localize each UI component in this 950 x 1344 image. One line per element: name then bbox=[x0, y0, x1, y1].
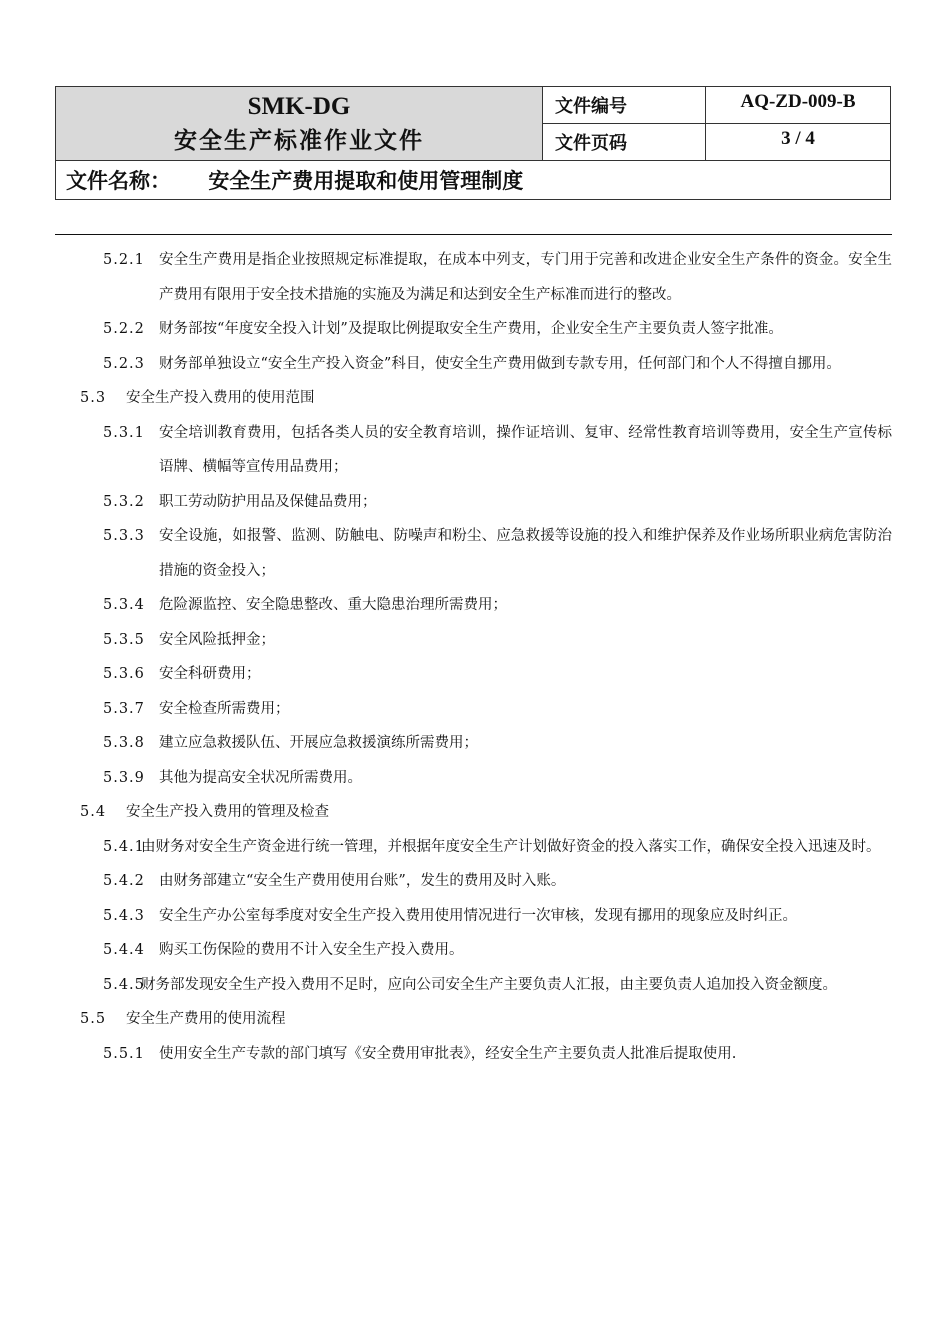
clause-number: 5.3.6 bbox=[103, 666, 145, 682]
doc-name-label: 文件名称： bbox=[66, 168, 171, 193]
clause bbox=[0, 416, 950, 485]
clause-text: 由财务对安全生产资金进行统一管理，并根据年度安全生产计划做好资金的投入落实工作，确保安全投入迅速及时。 bbox=[141, 838, 881, 855]
clause-text: 其他为提高安全状况所需费用。 bbox=[159, 769, 362, 786]
clause bbox=[0, 519, 950, 588]
clause-number: 5.3.1 bbox=[103, 424, 145, 441]
clause-number: 5.4.3 bbox=[103, 907, 145, 924]
clause-text: 安全生产办公室每季度对安全生产投入费用使用情况进行一次审核，发现有挪用的现象应及时纠正。 bbox=[159, 907, 797, 924]
clause-text: 安全设施，如报警、监测、防触电、防噪声和粉尘、应急救援等设施的投入和维护保养及作业场所职业病危害防治措施的资金投入； bbox=[159, 528, 892, 579]
clause-number: 5.3.5 bbox=[103, 631, 145, 648]
section-heading bbox=[0, 795, 950, 830]
clause bbox=[0, 726, 950, 761]
clause-number: 5.2.3 bbox=[103, 355, 145, 372]
section-heading bbox=[0, 381, 950, 416]
clause bbox=[0, 657, 950, 692]
clause-number: 5.4.4 bbox=[103, 942, 145, 958]
clause-number: 5.4.2 bbox=[103, 873, 145, 889]
doc-name-cell bbox=[56, 161, 891, 200]
clause-text: 职工劳动防护用品及保健品费用； bbox=[159, 493, 377, 510]
clause bbox=[0, 899, 950, 934]
clause-number: 5.2.2 bbox=[103, 321, 145, 337]
clause-text: 财务部单独设立“安全生产投入资金”科目，使安全生产费用做到专款专用，任何部门和个人不得擅自挪用。 bbox=[159, 355, 841, 372]
clause-text: 安全培训教育费用，包括各类人员的安全教育培训，操作证培训、复审、经常性教育培训等费用，安全生产宣传标语牌、横幅等宣传用品费用； bbox=[159, 424, 892, 475]
clause-number: 5.2.1 bbox=[103, 252, 145, 268]
clause-number: 5.4.1 bbox=[103, 838, 145, 855]
org-cell bbox=[56, 87, 543, 161]
clause-number: 5.3.3 bbox=[103, 528, 145, 544]
clause bbox=[0, 933, 950, 968]
clause-number: 5.4.5 bbox=[103, 976, 145, 993]
clause bbox=[0, 1037, 950, 1072]
clause bbox=[0, 312, 950, 347]
document-header bbox=[55, 86, 891, 200]
clause-number: 5.5.1 bbox=[103, 1045, 145, 1062]
section-title: 安全生产投入费用的使用范围 bbox=[126, 390, 315, 406]
clause-text: 由财务部建立“安全生产费用使用台账”，发生的费用及时入账。 bbox=[159, 873, 566, 889]
section-title: 安全生产费用的使用流程 bbox=[126, 1011, 286, 1027]
clause-number: 5.3.4 bbox=[103, 597, 145, 613]
clause-number: 5.3.9 bbox=[103, 769, 145, 786]
clause bbox=[0, 761, 950, 796]
section-number: 5.3 bbox=[80, 390, 107, 406]
clause-text: 安全生产费用是指企业按照规定标准提取，在成本中列支，专门用于完善和改进企业安全生产条件的资金。安全生产费用有限用于安全技术措施的实施及为满足和达到安全生产标准而进行的整改。 bbox=[159, 252, 892, 303]
org-code: SMK-DG bbox=[247, 92, 351, 120]
clause bbox=[0, 968, 950, 1003]
section-heading bbox=[0, 1002, 950, 1037]
clause-number: 5.3.8 bbox=[103, 735, 145, 751]
section-title: 安全生产投入费用的管理及检查 bbox=[126, 804, 329, 820]
clause bbox=[0, 588, 950, 623]
clause-number: 5.3.7 bbox=[103, 700, 145, 717]
org-title: 安全生产标准作业文件 bbox=[174, 126, 424, 154]
doc-number-label: 文件编号 bbox=[543, 87, 706, 124]
page-label: 文件页码 bbox=[543, 124, 706, 161]
header-divider bbox=[55, 234, 892, 235]
clause-text: 购买工伤保险的费用不计入安全生产投入费用。 bbox=[159, 942, 464, 958]
doc-name-value: 安全生产费用提取和使用管理制度 bbox=[208, 168, 524, 193]
clause-text: 安全科研费用； bbox=[159, 666, 261, 682]
doc-number-value: AQ-ZD-009-B bbox=[706, 87, 891, 124]
clause bbox=[0, 485, 950, 520]
clause bbox=[0, 243, 950, 312]
page-value: 3 / 4 bbox=[706, 124, 891, 161]
document-body bbox=[0, 243, 950, 1071]
clause bbox=[0, 864, 950, 899]
clause-text: 财务部按“年度安全投入计划”及提取比例提取安全生产费用，企业安全生产主要负责人签字批准。 bbox=[159, 321, 783, 337]
clause bbox=[0, 347, 950, 382]
section-number: 5.4 bbox=[80, 804, 107, 820]
clause-text: 使用安全生产专款的部门填写《安全费用审批表》，经安全生产主要负责人批准后提取使用. bbox=[159, 1045, 737, 1062]
clause-text: 建立应急救援队伍、开展应急救援演练所需费用； bbox=[159, 735, 478, 751]
clause bbox=[0, 623, 950, 658]
clause-text: 安全风险抵押金； bbox=[159, 631, 275, 648]
clause bbox=[0, 830, 950, 865]
clause-text: 安全检查所需费用； bbox=[159, 700, 290, 717]
clause-text: 危险源监控、安全隐患整改、重大隐患治理所需费用； bbox=[159, 597, 507, 613]
clause-number: 5.3.2 bbox=[103, 493, 145, 510]
clause bbox=[0, 692, 950, 727]
section-number: 5.5 bbox=[80, 1011, 107, 1027]
clause-text: 财务部发现安全生产投入费用不足时，应向公司安全生产主要负责人汇报，由主要负责人追加投入资金额度。 bbox=[141, 976, 837, 993]
